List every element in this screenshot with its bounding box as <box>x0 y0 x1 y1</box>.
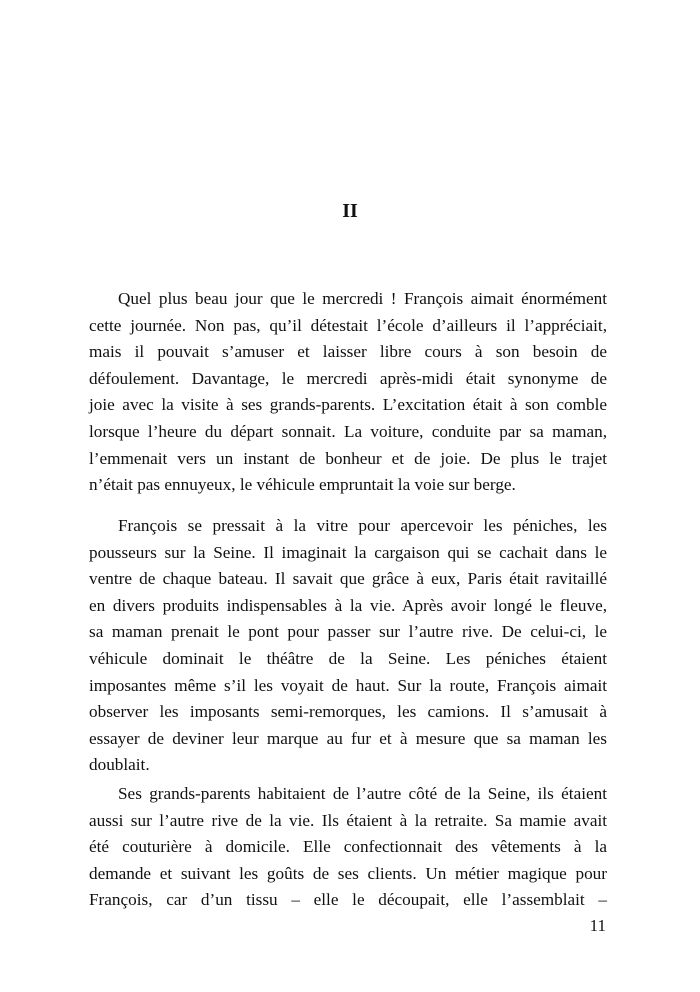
text-line: imposantes même s’il les voyait de haut. Sur la route, François aimait <box>89 675 607 695</box>
text-line: l’emmenait vers un instant de bonheur et de joie. De plus le trajet <box>89 448 607 468</box>
text-line: cette journée. Non pas, qu’il détestait l’école d’ailleurs il l’appréciait, <box>89 315 607 335</box>
text-line: joie avec la visite à ses grands-parents. L’excitation était à son comble <box>89 395 607 415</box>
text-line: doublait. <box>89 755 150 775</box>
text-line: lorsque l’heure du départ sonnait. La voiture, conduite par sa maman, <box>89 421 607 441</box>
text-line: demande et suivant les goûts de ses clients. Un métier magique pour <box>89 863 607 883</box>
text-line: véhicule dominait le théâtre de la Seine. Les péniches étaient <box>89 648 607 668</box>
page-number: 11 <box>589 916 606 935</box>
text-line: en divers produits indispensables à la vie. Après avoir longé le fleuve, <box>89 595 607 615</box>
text-line: Ses grands-parents habitaient de l’autre côté de la Seine, ils étaient <box>118 784 607 803</box>
text-line: essayer de deviner leur marque au fur et à mesure que sa maman les <box>89 728 607 748</box>
text-line: aussi sur l’autre rive de la vie. Ils étaient à la retraite. Sa mamie avait <box>89 810 607 830</box>
text-line: été couturière à domicile. Elle confectionnait des vêtements à la <box>89 837 607 857</box>
paragraph <box>89 781 607 914</box>
text-line: François se pressait à la vitre pour apercevoir les péniches, les <box>118 516 607 535</box>
text-line: sa maman prenait le pont pour passer sur l’autre rive. De celui-ci, le <box>89 622 607 642</box>
text-line: Quel plus beau jour que le mercredi ! François aimait énormément <box>118 289 607 308</box>
paragraph <box>89 286 607 499</box>
text-line: François, car d’un tissu – elle le découpait, elle l’assemblait – <box>89 890 607 910</box>
text-line: défoulement. Davantage, le mercredi après-midi était synonyme de <box>89 368 607 388</box>
text-line: n’était pas ennuyeux, le véhicule empruntait la voie sur berge. <box>89 475 516 495</box>
text-line: pousseurs sur la Seine. Il imaginait la cargaison qui se cachait dans le <box>89 542 607 562</box>
text-line: mais il pouvait s’amuser et laisser libre cours à son besoin de <box>89 342 607 362</box>
chapter-heading: II <box>342 200 358 222</box>
text-line: ventre de chaque bateau. Il savait que grâce à eux, Paris était ravitaillé <box>89 569 607 589</box>
paragraph <box>89 513 607 779</box>
text-line: observer les imposants semi-remorques, les camions. Il s’amusait à <box>89 702 607 722</box>
